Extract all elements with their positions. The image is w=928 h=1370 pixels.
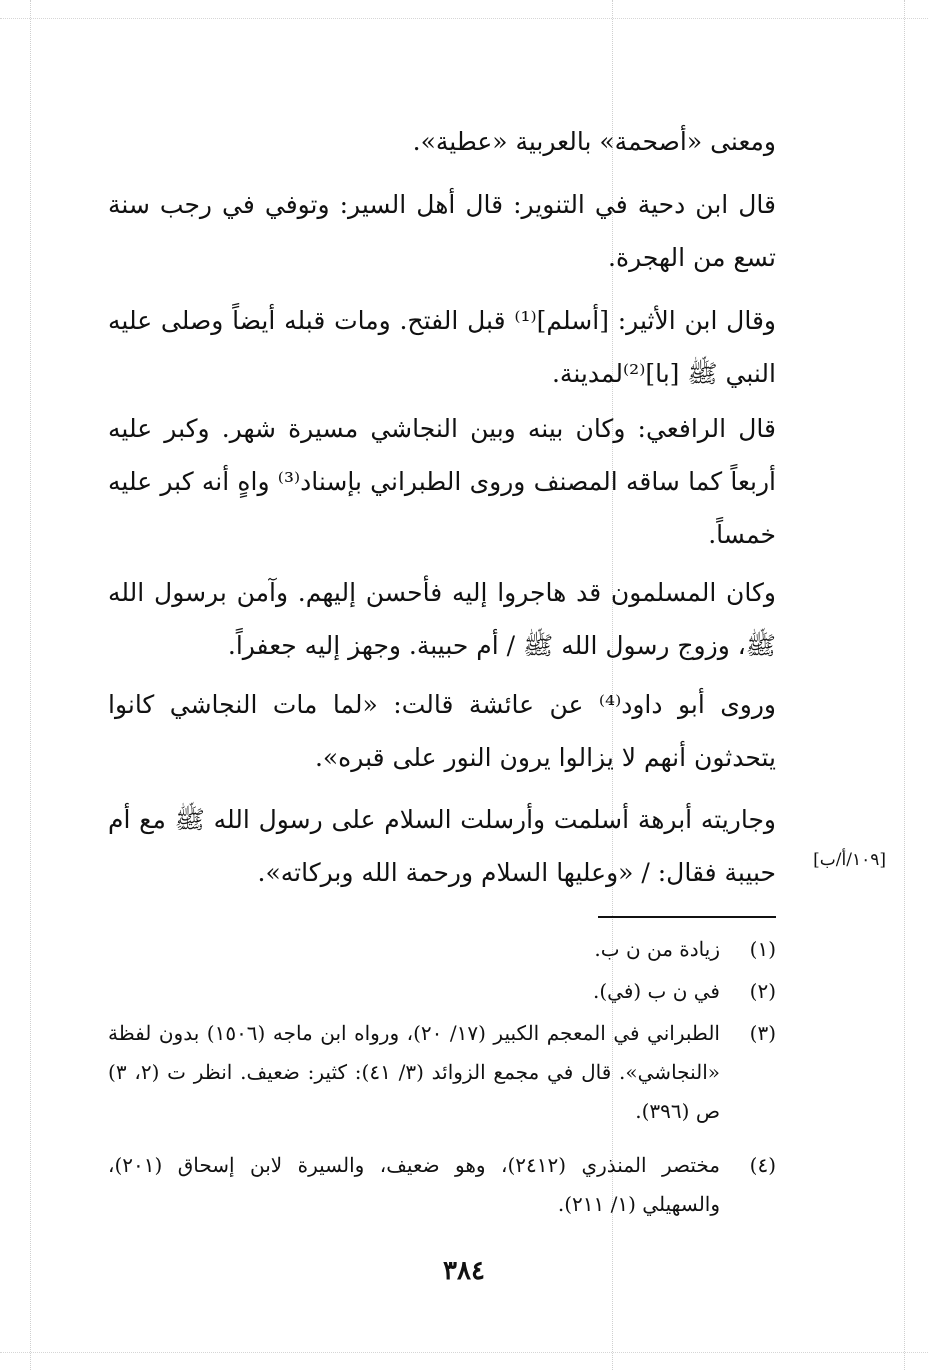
footnote-text: في ن ب (في).	[592, 979, 720, 1003]
footnote-text: الطبراني في المعجم الكبير (١٧/ ٢٠)، ورواه ابن ماجه (١٥٠٦) بدون لفظة «النجاشي». قال في مجمع الزوائد (٣/ ٤١): كثير: ضعيف. انظر ت (٢، ٣) ص (٣٩٦).	[108, 1021, 720, 1123]
paragraph-2: قال ابن دحية في التنوير: قال أهل السير: وتوفي في رجب سنة تسع من الهجرة.	[108, 190, 776, 272]
paragraph-4: قال الرافعي: وكان بينه وبين النجاشي مسيرة شهر. وكبر عليه أربعاً كما ساقه المصنف وروى الطبراني بإسناد⁽³⁾ واهٍ أنه كبر عليه خمساً.	[108, 414, 776, 549]
footnote-number: (٣)	[749, 1021, 776, 1045]
manuscript-folio-note: [١٠٩/أ/ب]	[813, 850, 886, 870]
paragraph-7: وجاريته أبرهة أسلمت وأرسلت السلام على رسول الله ﷺ مع أم حبيبة فقال: / «وعليها السلام ورحمة الله وبركاته».	[108, 805, 776, 887]
page-number: ٣٨٤	[443, 1256, 485, 1286]
paragraph-3: وقال ابن الأثير: [أسلم]⁽¹⁾ قبل الفتح. ومات قبله أيضاً وصلى عليه النبي ﷺ [با]⁽²⁾لمدينة.	[108, 306, 776, 388]
footnote-number: (٢)	[749, 979, 776, 1003]
footnote-separator	[598, 916, 776, 918]
footnote-2	[108, 972, 776, 1011]
footnote-1	[108, 930, 776, 969]
footnote-4	[108, 1146, 776, 1224]
footnote-number: (١)	[749, 937, 776, 961]
scan-guide-right	[904, 0, 905, 1370]
paragraph-6: وروى أبو داود⁽⁴⁾ عن عائشة قالت: «لما مات النجاشي كانوا يتحدثون أنهم لا يزالوا يرون النور على قبره».	[108, 690, 776, 772]
scan-guide-bottom	[0, 1352, 928, 1353]
footnote-text: مختصر المنذري (٢٤١٢)، وهو ضعيف، والسيرة لابن إسحاق (٢٠١)، والسهيلي (١/ ٢١١).	[108, 1153, 720, 1216]
footnote-3	[108, 1014, 776, 1131]
footnote-number: (٤)	[749, 1153, 776, 1177]
paragraph-1: ومعنى «أصحمة» بالعربية «عطية».	[412, 127, 776, 156]
paragraph-5: وكان المسلمون قد هاجروا إليه فأحسن إليهم. وآمن برسول الله ﷺ، وزوج رسول الله ﷺ / أم حبيبة. وجهز إليه جعفراً.	[108, 578, 776, 660]
scan-guide-top	[0, 18, 928, 19]
scan-guide-left	[30, 0, 31, 1370]
footnote-text: زيادة من ن ب.	[594, 937, 720, 961]
